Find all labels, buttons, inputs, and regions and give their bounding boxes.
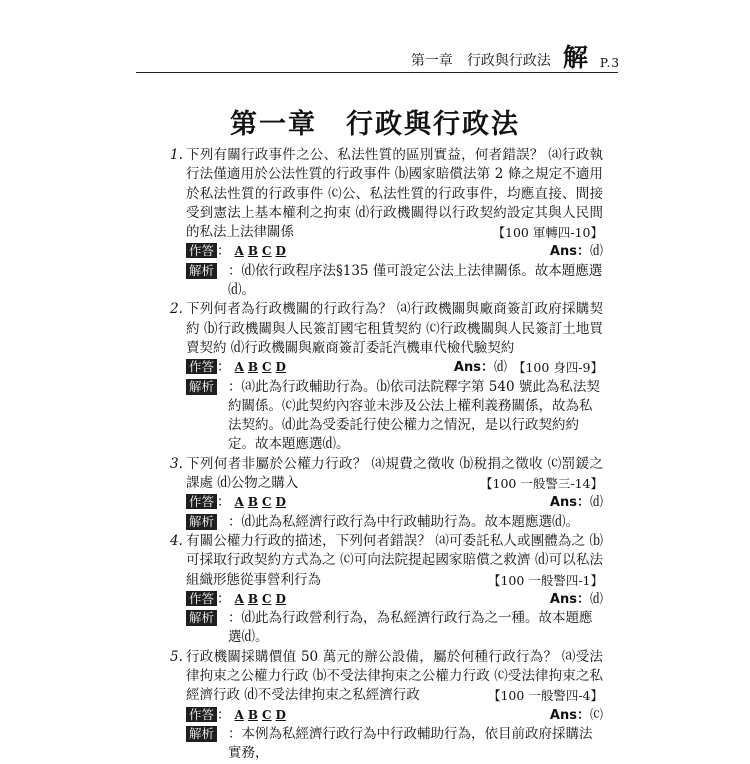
question-source: 【100 身四-9】 (512, 360, 603, 376)
correct-answer: Ans：⒟ (549, 495, 603, 511)
explain-label: 解析 (186, 263, 217, 279)
question-number: 1. (170, 147, 183, 163)
option-c[interactable]: C (261, 244, 272, 259)
question-source: 【100 軍轉四-10】 (492, 225, 603, 241)
answer-label: 作答 (186, 243, 217, 258)
header-solution-mark: 解 (562, 43, 588, 72)
question-text: 下列何者為行政機關的行政行為？ ⒜行政機關與廠商簽訂政府採購契約 ⒝行政機關與人民簽訂國宅租賃契約 ⒞行政機關與人民簽訂土地買賣契約 ⒟行政機關與廠商簽訂委託汽機車代檢代驗契約 (186, 301, 603, 356)
answer-row (170, 590, 603, 609)
explanation (170, 513, 603, 532)
explanation-text: ：⒜此為行政輔助行為。⒝依司法院釋字第 540 號此為私法契約關係。⒞此契約內容並未涉及公法上權利義務關係，故為私法契約。⒟此為受委託行使公權力之情況，是以行政契約約定。故本題應選⒟。 (228, 378, 600, 453)
question-source: 【100 一般警四-4】 (487, 688, 603, 704)
option-a[interactable]: A (234, 244, 244, 259)
answer-options: ： A B C D (217, 494, 286, 511)
option-a[interactable]: A (234, 591, 244, 606)
answer-options: ： A B C D (217, 243, 286, 260)
option-d[interactable]: D (275, 707, 286, 722)
page-number: P.3 (599, 56, 620, 70)
option-a[interactable]: A (234, 707, 244, 722)
explanation-text: ：⒟此為行政營利行為，為私經濟行政行為之一種。故本題應選⒟。 (228, 610, 593, 646)
answer-row (170, 493, 603, 512)
explain-label: 解析 (186, 610, 217, 626)
answer-label: 作答 (186, 494, 217, 509)
question-number: 4. (170, 532, 183, 549)
explain-label: 解析 (186, 379, 217, 395)
option-c[interactable]: C (261, 591, 272, 606)
answer-label: 作答 (186, 359, 217, 374)
option-b[interactable]: B (247, 707, 258, 722)
header-divider (136, 72, 618, 73)
explanation (170, 609, 603, 648)
correct-answer: Ans：⒟ (549, 591, 603, 607)
option-d[interactable]: D (275, 244, 286, 259)
answer-options: ： A B C D (217, 590, 286, 607)
question-text: 下列有關行政事件之公、私法性質的區別實益，何者錯誤？ ⒜行政執行法僅適用於公法性質的行政事件 ⒝國家賠償法第 2 條之規定不適用於私法性質的行政事件 ⒞公、私法性質的行政事件，均應直接、間接受到憲法上基本權利之拘束 ⒟行政機關得以行政契約設定其與人民間的私法上法律關係 (186, 147, 603, 241)
option-a[interactable]: A (234, 360, 244, 375)
explanation (170, 378, 603, 455)
explanation-text: ：⒟依行政程序法§135 僅可設定公法上法律關係。故本題應選⒟。 (228, 262, 603, 299)
option-c[interactable]: C (261, 360, 272, 375)
correct-answer: Ans：⒟ (453, 360, 507, 376)
question-number: 2. (170, 301, 183, 318)
answer-options: ： A B C D (217, 706, 286, 723)
option-b[interactable]: B (247, 495, 258, 510)
chapter-title: 第一章 行政與行政法 (230, 109, 520, 140)
header-chapter: 第一章 行政與行政法 (410, 53, 551, 69)
question-source: 【100 一般警四-1】 (487, 572, 603, 588)
question-1 (170, 146, 603, 242)
answer-row (170, 242, 603, 261)
answer-label: 作答 (186, 707, 217, 722)
question-number: 5. (170, 648, 183, 665)
question-list (170, 146, 603, 764)
question-source: 【100 一般警三-14】 (480, 476, 603, 492)
question-3 (170, 455, 603, 494)
answer-options: ： A B C D (217, 359, 286, 376)
question-number: 3. (170, 455, 183, 472)
explanation-text: ：⒟此為私經濟行政行為中行政輔助行為。故本題應選⒟。 (228, 513, 579, 530)
explanation (170, 262, 603, 301)
option-c[interactable]: C (261, 495, 272, 510)
answer-label: 作答 (186, 591, 217, 606)
question-text: 有關公權力行政的描述，下列何者錯誤？ ⒜可委託私人或團體為之 ⒝可採取行政契約方式為之 ⒞可向法院提起國家賠償之救濟 ⒟可以私法組織形態從事營利行為 (186, 532, 603, 588)
question-4 (170, 532, 603, 590)
question-5 (170, 648, 603, 706)
correct-answer: Ans：⒞ (549, 707, 603, 723)
option-c[interactable]: C (261, 707, 272, 722)
option-a[interactable]: A (234, 495, 244, 510)
option-b[interactable]: B (247, 244, 258, 259)
explain-label: 解析 (186, 726, 217, 742)
option-b[interactable]: B (247, 591, 258, 606)
question-text: 行政機關採購價值 50 萬元的辦公設備，屬於何種行政行為？ ⒜受法律拘束之公權力行政 ⒝不受法律拘束之公權力行政 ⒞受法律拘束之私經濟行政 ⒟不受法律拘束之私經濟行政 (186, 648, 603, 704)
option-d[interactable]: D (275, 495, 286, 510)
running-header (380, 40, 620, 70)
explanation-text: ：本例為私經濟行政行為中行政輔助行為，依目前政府採購法實務， (228, 725, 593, 762)
answer-row (170, 358, 507, 377)
answer-row (170, 706, 603, 725)
option-b[interactable]: B (247, 360, 258, 375)
option-d[interactable]: D (275, 360, 286, 375)
option-d[interactable]: D (275, 591, 286, 606)
correct-answer: Ans：⒟ (549, 244, 603, 260)
explanation (170, 725, 603, 764)
question-text: 下列何者非屬於公權力行政？ ⒜規費之徵收 ⒝稅捐之徵收 ⒞罰鍰之課處 ⒟公物之購入 (186, 455, 603, 492)
explain-label: 解析 (186, 514, 217, 530)
